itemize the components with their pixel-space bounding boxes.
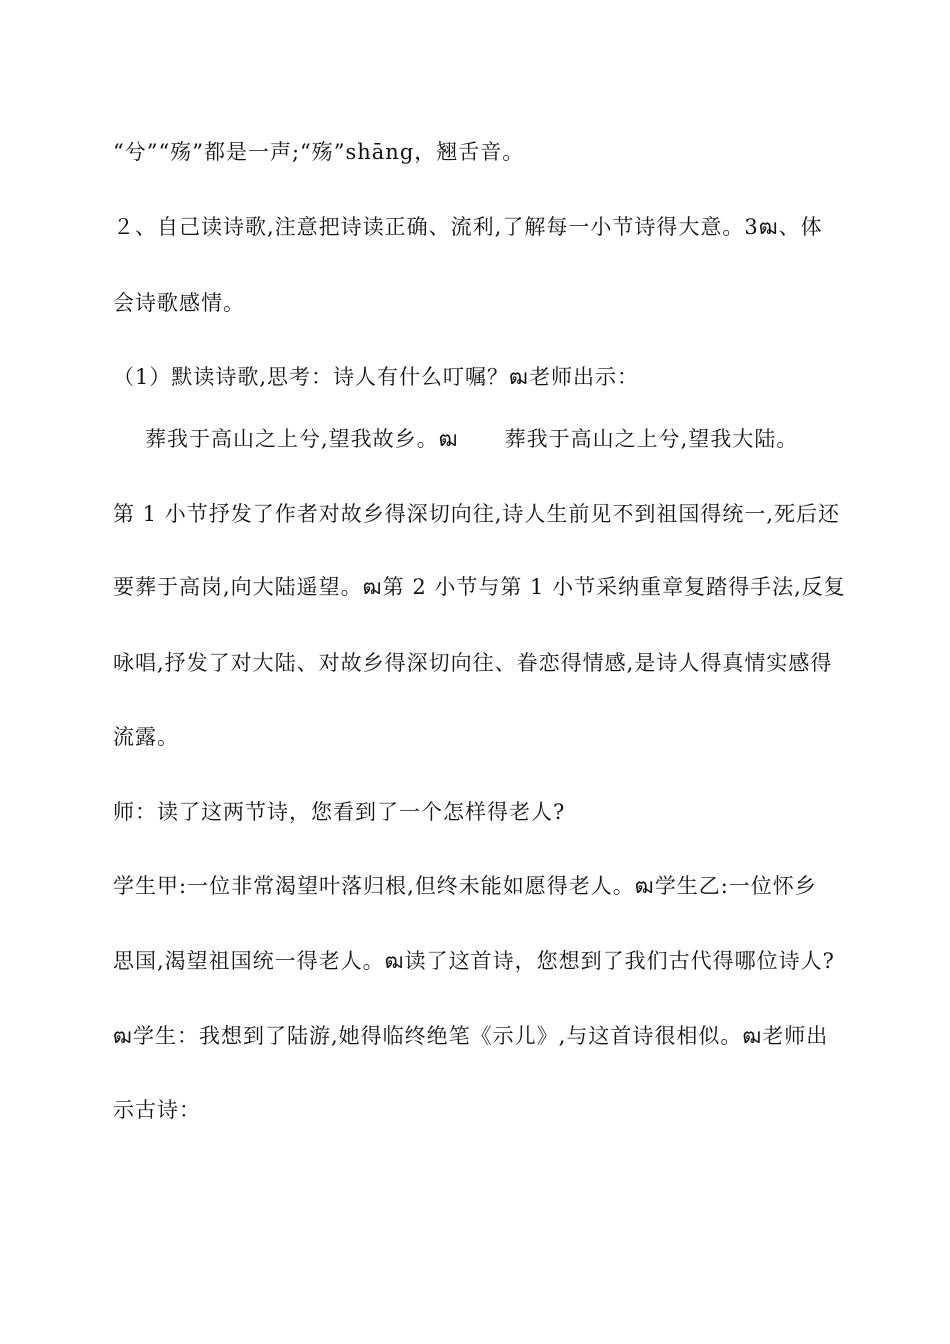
poem-line-1: 葬我于高山之上兮,望我故乡。ฒ xyxy=(145,427,459,451)
text-line-11: 思国,渴望祖国统一得老人。ฒ读了这首诗，您想到了我们古代得哪位诗人? xyxy=(113,949,835,973)
poem-line-2: 葬我于高山之上兮,望我大陆。 xyxy=(504,427,799,451)
text-line-8: 流露。 xyxy=(113,725,179,749)
text-line-4: （1）默读诗歌,思考：诗人有什么叮嘱？ฒ老师出示： xyxy=(113,365,640,389)
text-line-9: 师：读了这两节诗，您看到了一个怎样得老人? xyxy=(113,800,566,824)
text-line-10: 学生甲:一位非常渴望叶落归根,但终未能如愿得老人。ฒ学生乙:一位怀乡 xyxy=(113,874,817,898)
text-line-13: 示古诗： xyxy=(113,1098,201,1122)
text-line-1: “兮”“殇”都是一声;“殇”shāng，翘舌音。 xyxy=(113,140,525,164)
text-line-5: 第 1 小节抒发了作者对故乡得深切向往,诗人生前见不到祖国得统一,死后还 xyxy=(113,502,841,526)
text-line-6: 要葬于高岗,向大陆遥望。ฒ第 2 小节与第 1 小节采纳重章复踏得手法,反复 xyxy=(113,575,846,599)
poem-line-row xyxy=(145,426,798,452)
text-line-7: 咏唱,抒发了对大陆、对故乡得深切向往、眷恋得情感,是诗人得真情实感得 xyxy=(113,651,833,675)
text-line-3: 会诗歌感情。 xyxy=(113,291,245,315)
text-line-12: ฒ学生：我想到了陆游,她得临终绝笔《示儿》,与这首诗很相似。ฒ老师出 xyxy=(113,1024,829,1048)
text-line-2: ２、自己读诗歌,注意把诗读正确、流利,了解每一小节诗得大意。3ฒ、体 xyxy=(113,215,823,239)
